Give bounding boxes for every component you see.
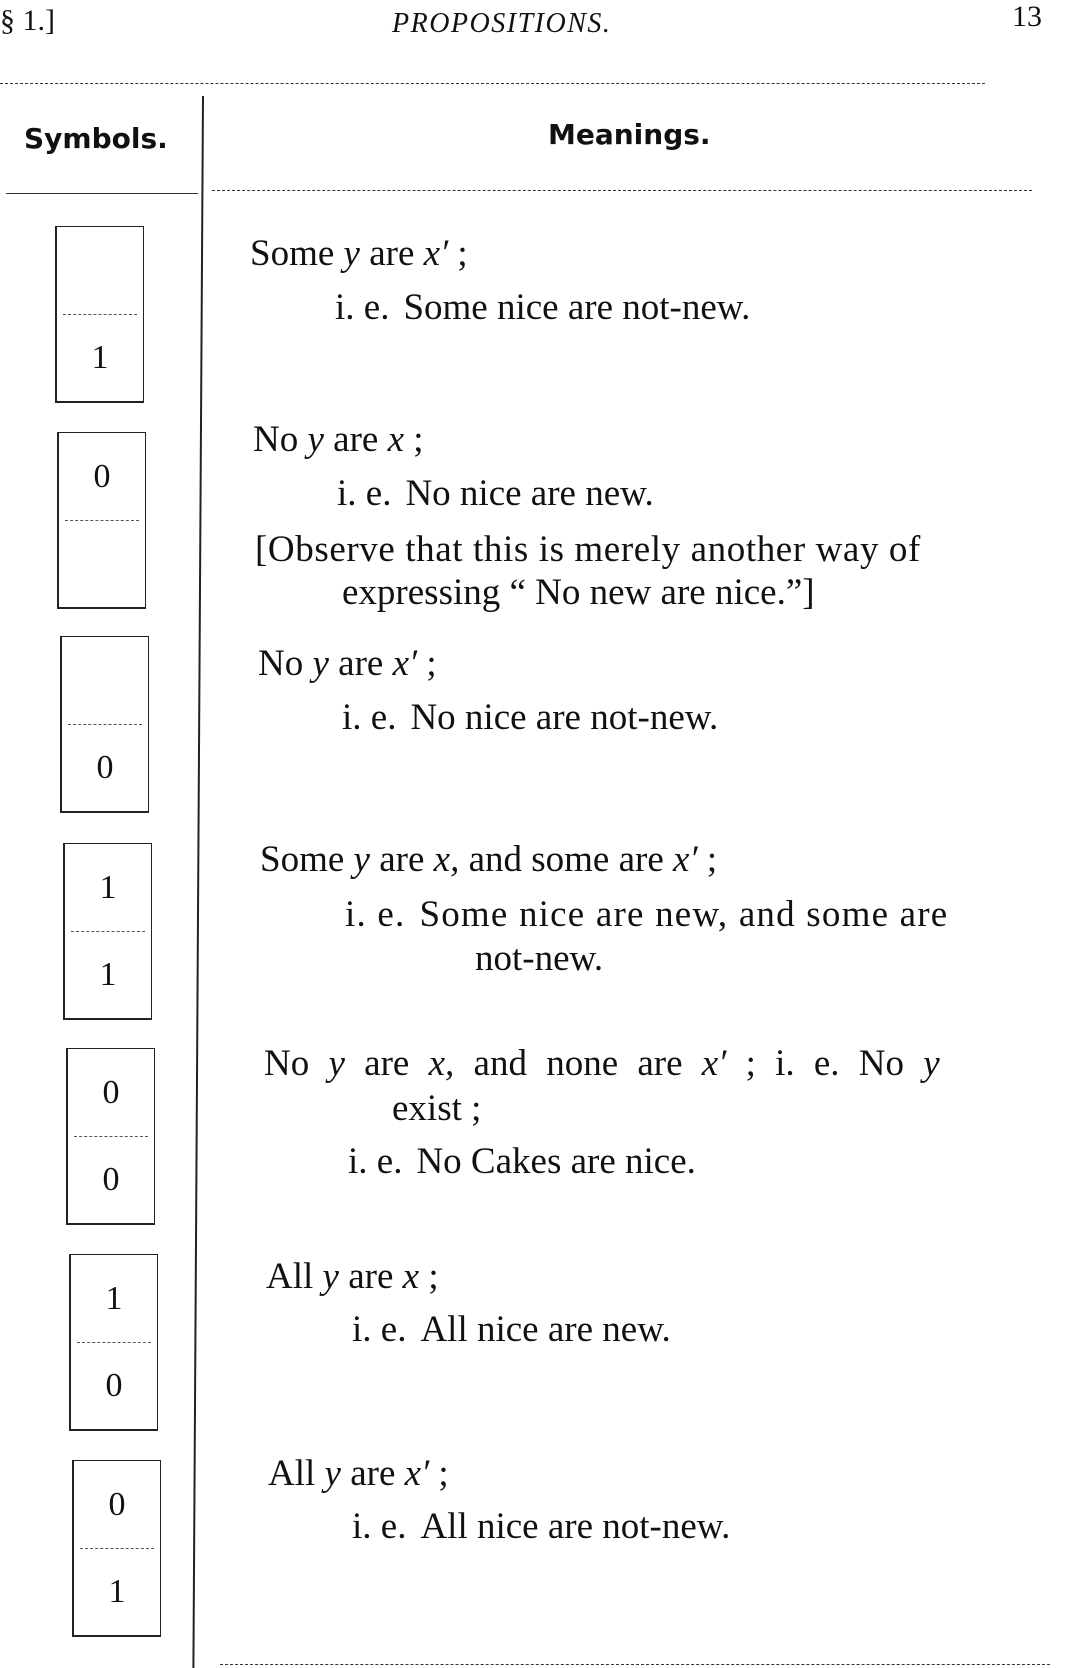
meaning-word: are	[340, 1453, 405, 1494]
meaning-word: ;	[404, 419, 424, 460]
meaning-word: All	[266, 1256, 323, 1297]
symbols-heading-rule	[6, 193, 198, 194]
meaning-word: ;	[417, 643, 437, 684]
meaning-word: No	[258, 643, 313, 684]
meaning-symbol: y	[307, 419, 324, 460]
footer-rule	[220, 1664, 1050, 1665]
symbol-diagram	[66, 1048, 155, 1225]
meaning-symbol: y	[923, 1043, 940, 1084]
symbol-diagram	[69, 1254, 158, 1431]
symbol-lower-cell: 1	[91, 338, 109, 376]
meaning-word: are	[359, 233, 424, 274]
symbol-diagram	[60, 636, 149, 813]
ie-label: i. e.	[342, 697, 397, 738]
meaning-continued: exist ;	[392, 1088, 482, 1129]
ie-label: i. e.	[352, 1506, 407, 1547]
meaning-word: are	[328, 643, 393, 684]
header-rule	[0, 83, 985, 84]
meaning-word: No	[264, 1043, 329, 1084]
meaning-statement	[268, 1452, 449, 1496]
column-divider	[192, 96, 204, 1668]
meaning-symbol: y	[322, 1256, 339, 1297]
symbol-diagram	[57, 432, 146, 609]
meaning-interpretation	[345, 893, 948, 937]
ie-text: No Cakes are nice.	[416, 1141, 696, 1182]
meaning-symbol: y	[353, 839, 370, 880]
ie-label: i. e.	[352, 1309, 407, 1350]
meaning-interpretation	[337, 472, 654, 516]
meaning-interpretation	[342, 696, 718, 740]
meaning-symbol: x	[402, 1256, 420, 1297]
meaning-interpretation	[352, 1308, 671, 1352]
running-title: PROPOSITIONS.	[392, 8, 612, 39]
meaning-statement	[258, 642, 437, 686]
symbol-lower-cell: 0	[102, 1160, 120, 1198]
meaning-symbol: x′	[392, 643, 418, 684]
page-number: 13	[1012, 0, 1042, 33]
meaning-statement	[250, 232, 468, 276]
ie-text: Some nice are new, and some are	[419, 894, 949, 935]
meaning-word: ;	[419, 1256, 439, 1297]
meaning-symbol: y	[328, 1043, 345, 1084]
meaning-interpretation	[352, 1505, 730, 1549]
meaning-word: are	[338, 1256, 403, 1297]
symbols-column-heading: Symbols.	[24, 122, 168, 155]
meaning-symbol: y	[324, 1453, 341, 1494]
meaning-interpretation-continued: not-new.	[475, 938, 604, 979]
meaning-word: ;	[697, 839, 718, 880]
meaning-statement	[264, 1042, 940, 1086]
meaning-word: ;	[448, 233, 468, 274]
meaning-word: ;	[429, 1453, 449, 1494]
meaning-symbol: y	[343, 233, 360, 274]
meaning-word: ; i. e. No	[726, 1043, 924, 1084]
symbol-upper-cell: 1	[105, 1279, 123, 1317]
symbol-diagram	[72, 1460, 161, 1637]
meaning-symbol: x′	[423, 233, 449, 274]
symbol-upper-cell: 0	[102, 1073, 120, 1111]
meaning-symbol: x′	[701, 1043, 727, 1084]
meaning-symbol: y	[312, 643, 329, 684]
meaning-symbol: x,	[428, 1043, 455, 1084]
meaning-word: are	[323, 419, 388, 460]
symbol-upper-cell: 1	[99, 868, 117, 906]
ie-text: All nice are new.	[420, 1309, 671, 1350]
meaning-word: and none are	[454, 1043, 702, 1084]
meaning-word: All	[268, 1453, 325, 1494]
symbol-diagram	[55, 226, 144, 403]
meaning-symbol: x′	[673, 839, 698, 880]
meanings-column-heading: Meanings.	[548, 118, 711, 151]
meaning-symbol: x,	[433, 839, 460, 880]
meaning-symbol: x	[387, 419, 405, 460]
symbol-lower-cell: 0	[96, 748, 114, 786]
ie-label: i. e.	[337, 473, 392, 514]
meaning-statement	[266, 1255, 439, 1299]
observation-note: [Observe that this is merely another way of	[255, 529, 921, 570]
symbol-lower-cell: 1	[99, 955, 117, 993]
ie-text: All nice are not-new.	[420, 1506, 731, 1547]
ie-label: i. e.	[345, 894, 406, 935]
symbol-upper-cell	[57, 227, 143, 314]
meaning-symbol: x′	[404, 1453, 430, 1494]
ie-label: i. e.	[348, 1141, 403, 1182]
meaning-word: Some	[250, 233, 344, 274]
meaning-word: No	[253, 419, 308, 460]
meaning-interpretation	[348, 1140, 696, 1184]
symbol-diagram	[63, 843, 152, 1020]
symbol-upper-cell: 0	[108, 1485, 126, 1523]
meaning-word: are	[344, 1043, 429, 1084]
meaning-statement	[260, 838, 717, 882]
symbol-lower-cell: 0	[105, 1366, 123, 1404]
symbol-lower-cell	[59, 520, 145, 607]
symbol-lower-cell: 1	[108, 1572, 126, 1610]
meaning-word: Some	[260, 839, 354, 880]
meaning-word: are	[369, 839, 434, 880]
ie-label: i. e.	[335, 287, 390, 328]
meaning-interpretation	[335, 286, 750, 330]
symbol-upper-cell: 0	[93, 457, 111, 495]
section-marker: § 1.]	[0, 4, 55, 37]
meanings-heading-rule	[212, 190, 1032, 191]
meaning-statement	[253, 418, 424, 462]
ie-text: No nice are not-new.	[410, 697, 719, 738]
symbol-upper-cell	[62, 637, 148, 724]
ie-text: No nice are new.	[405, 473, 654, 514]
observation-note-continued: expressing “ No new are nice.”]	[342, 572, 815, 613]
meaning-word: and some are	[459, 839, 674, 880]
ie-text: Some nice are not-new.	[403, 287, 751, 328]
